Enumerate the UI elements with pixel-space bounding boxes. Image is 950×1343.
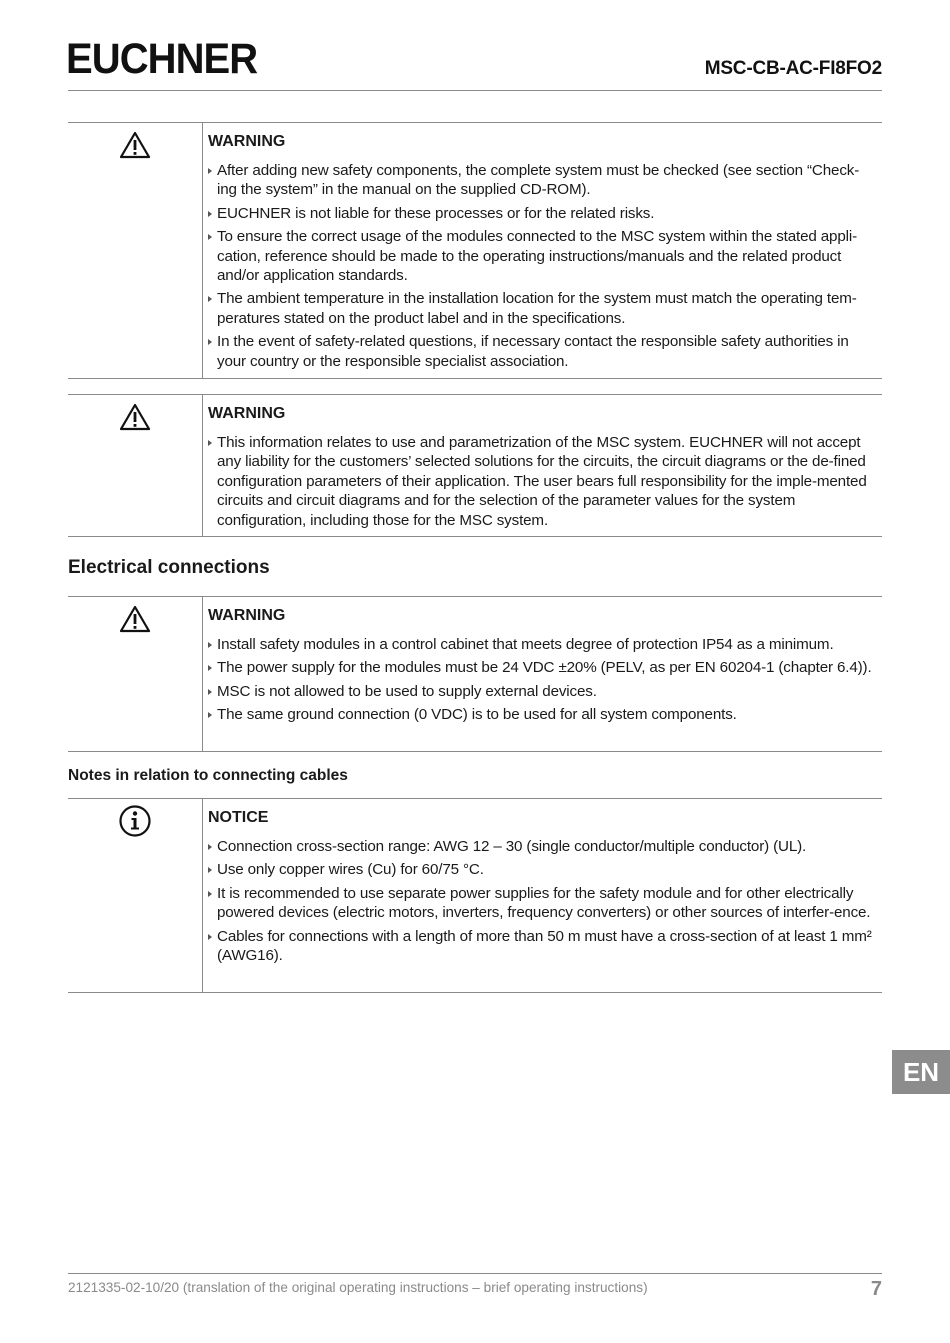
warning-icon-cell <box>68 395 203 536</box>
notice-text-cell <box>203 799 882 992</box>
footer-text: 2121335-02-10/20 (translation of the original operating instructions – brief operating instructions) <box>68 1280 648 1295</box>
language-tab-en: EN <box>892 1050 950 1094</box>
warning-icon-cell <box>68 597 203 751</box>
list-item: The ambient temperature in the installation location for the system must match the operating tem-peratures stated on the product label and in the specifications. <box>208 289 872 328</box>
page-number: 7 <box>870 1278 882 1300</box>
warning-text-cell <box>203 395 882 536</box>
warning-triangle-icon <box>119 403 151 431</box>
list-item: After adding new safety components, the complete system must be checked (see section “Check-ing the system” in the manual on the supplied CD-ROM). <box>208 161 872 200</box>
info-icon <box>118 804 152 838</box>
warning-list <box>208 433 872 530</box>
header-divider <box>68 90 882 91</box>
list-item: It is recommended to use separate power supplies for the safety module and for other electrically powered devices (electric motors, inverters, frequency converters) or other sources of interfer-ence. <box>208 884 872 923</box>
notice-list <box>208 837 872 965</box>
list-item: Install safety modules in a control cabinet that meets degree of protection IP54 as a minimum. <box>208 635 872 654</box>
warning-icon-cell <box>68 123 203 378</box>
warning-title: WARNING <box>208 607 286 624</box>
warning-list <box>208 161 872 371</box>
warning-box-general <box>68 122 882 379</box>
list-item: EUCHNER is not liable for these processes or for the related risks. <box>208 204 872 223</box>
warning-text-cell <box>203 123 882 378</box>
notice-box-cables <box>68 798 882 993</box>
warning-title: WARNING <box>208 405 286 422</box>
list-item: MSC is not allowed to be used to supply external devices. <box>208 682 872 701</box>
list-item: In the event of safety-related questions, if necessary contact the responsible safety authorities in your country or the responsible specialist association. <box>208 332 872 371</box>
list-item: This information relates to use and parametrization of the MSC system. EUCHNER will not accept any liability for the customers’ selected solutions for the circuits, the circuit diagrams or the de-fined configuration parameters of their application. The user bears full responsibility for the imple-mented circuits and circuit diagrams and for the selection of the parameter values for the system configuration, including those for the MSC system. <box>208 433 872 530</box>
warning-box-liability <box>68 394 882 537</box>
warning-box-electrical <box>68 596 882 752</box>
euchner-logo: EUCHNER <box>66 35 258 83</box>
section-heading-electrical: Electrical connections <box>68 557 270 578</box>
list-item: Use only copper wires (Cu) for 60/75 °C. <box>208 860 872 879</box>
warning-triangle-icon <box>119 131 151 159</box>
warning-list <box>208 635 872 725</box>
list-item: Cables for connections with a length of more than 50 m must have a cross-section of at least 1 mm² (AWG16). <box>208 927 872 966</box>
list-item: To ensure the correct usage of the modules connected to the MSC system within the stated appli-cation, reference should be made to the operating instructions/manuals and the related product and/or application standards. <box>208 227 872 285</box>
warning-title: WARNING <box>208 133 286 150</box>
sub-heading-cables: Notes in relation to connecting cables <box>68 767 348 784</box>
footer-divider <box>68 1273 882 1274</box>
warning-text-cell <box>203 597 882 751</box>
list-item: The same ground connection (0 VDC) is to be used for all system components. <box>208 705 872 724</box>
notice-title: NOTICE <box>208 809 269 826</box>
warning-triangle-icon <box>119 605 151 633</box>
notice-icon-cell <box>68 799 203 992</box>
list-item: Connection cross-section range: AWG 12 – 30 (single conductor/multiple conductor) (UL). <box>208 837 872 856</box>
list-item: The power supply for the modules must be 24 VDC ±20% (PELV, as per EN 60204-1 (chapter 6.4)). <box>208 658 872 677</box>
document-code: MSC-CB-AC-FI8FO2 <box>704 58 882 79</box>
